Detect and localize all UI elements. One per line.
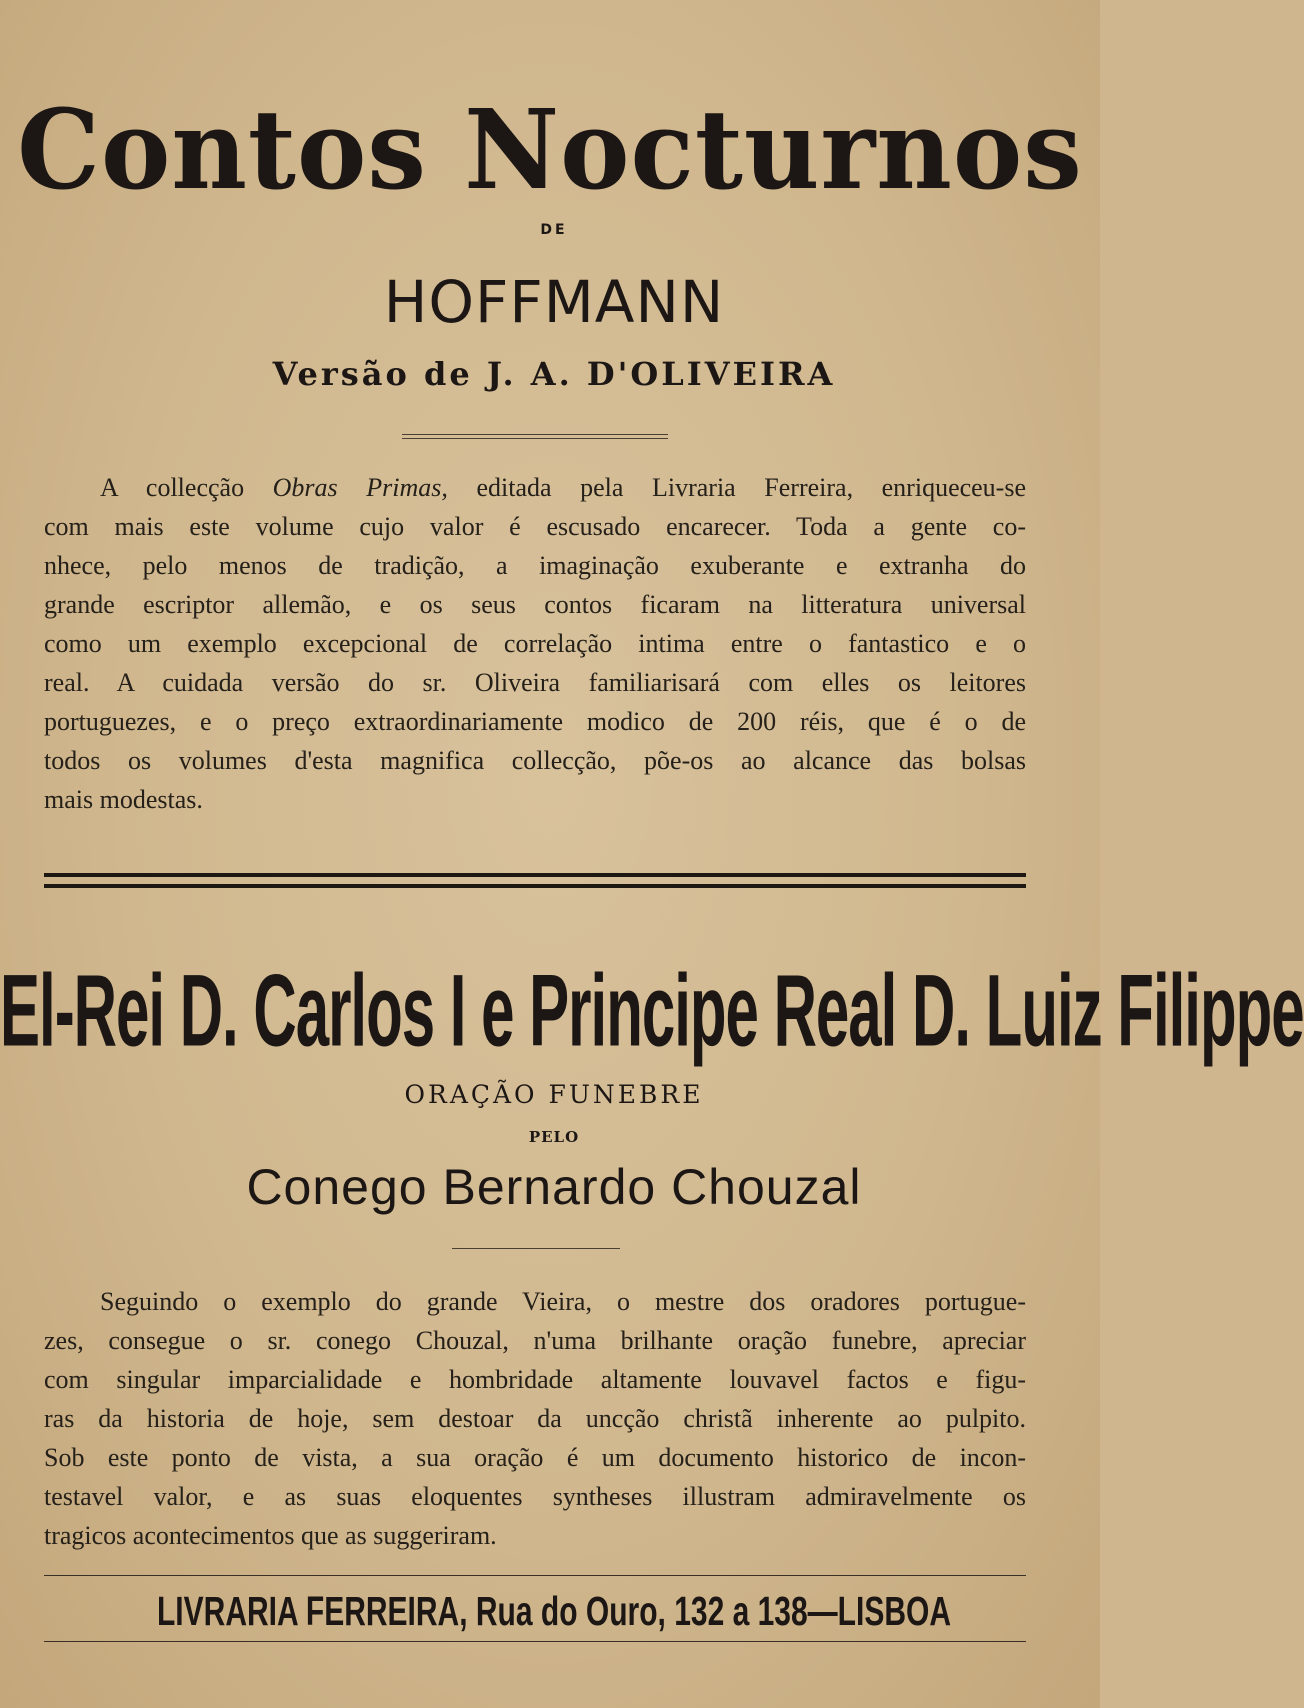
short-rule-top	[402, 434, 668, 435]
ad1-line-2: com mais este volume cujo valor é escusado encarecer. Toda a gente co-	[44, 512, 1026, 541]
subtitle-oracao-funebre: ORAÇÃO FUNEBRE	[404, 1080, 704, 1109]
ad1-description	[44, 468, 1026, 819]
ad2-line-4: ras da historia de hoje, sem destoar da uncção christã inherente ao pulpito.	[44, 1404, 1026, 1433]
author-name-hoffmann: HOFFMANN	[383, 268, 725, 336]
de-label: DE	[540, 222, 568, 238]
ad2-line-5: Sob este ponto de vista, a sua oração é um documento historico de incon-	[44, 1443, 1026, 1472]
footer-rule-bottom	[44, 1641, 1026, 1642]
translator-line: Versão de J. A. D'OLIVEIRA	[272, 355, 836, 393]
ad1-line-1	[44, 468, 1026, 507]
ad1-line-9: mais modestas.	[44, 785, 203, 814]
ad1-line-4: grande escriptor allemão, e os seus contos ficaram na litteratura universal	[44, 590, 1026, 619]
ad2-line-1: Seguindo o exemplo do grande Vieira, o mestre dos oradores portugue-	[100, 1287, 1026, 1316]
pelo-label: PELO	[528, 1128, 580, 1146]
collection-name: Obras Primas,	[272, 473, 448, 502]
publisher-address: LIVRARIA FERREIRA, Rua do Ouro, 132 a 138—LISBOA	[156, 1590, 952, 1635]
short-rule-mid	[452, 1248, 620, 1249]
short-rule-bottom	[402, 438, 668, 439]
ad2-line-3: com singular imparcialidade e hombridade altamente louvavel factos e figu-	[44, 1365, 1026, 1394]
ad1-line-6: real. A cuidada versão do sr. Oliveira familiarisará com elles os leitores	[44, 668, 1026, 697]
ad1-line-8: todos os volumes d'esta magnifica collecção, põe-os ao alcance das bolsas	[44, 746, 1026, 775]
ad1-line-1-pre: A collecção	[100, 473, 245, 502]
author-name-chouzal: Conego Bernardo Chouzal	[246, 1159, 862, 1215]
headline-el-rei-d-carlos: El-Rei D. Carlos I e Principe Real D. Luiz Filippe	[0, 953, 1304, 1068]
book-title-contos-nocturnos: Contos Nocturnos	[17, 84, 1083, 215]
ad1-line-3: nhece, pelo menos de tradição, a imaginação exuberante e extranha do	[44, 551, 1026, 580]
ad1-line-7: portuguezes, e o preço extraordinariamente modico de 200 réis, que é o de	[44, 707, 1026, 736]
ad2-line-2: zes, consegue o sr. conego Chouzal, n'uma brilhante oração funebre, apreciar	[44, 1326, 1026, 1355]
ad1-line-5: como um exemplo excepcional de correlação intima entre o fantastico e o	[44, 629, 1026, 658]
footer-rule-top	[44, 1575, 1026, 1576]
section-divider-bottom	[44, 884, 1026, 888]
ad2-line-6: testavel valor, e as suas eloquentes syntheses illustram admiravelmente os	[44, 1482, 1026, 1511]
ad1-line-1-post: editada pela Livraria Ferreira, enriqueceu-se	[476, 473, 1026, 502]
ad2-line-7: tragicos acontecimentos que as suggeriram.	[44, 1521, 497, 1550]
ad2-description	[44, 1282, 1026, 1555]
section-divider-top	[44, 873, 1026, 877]
